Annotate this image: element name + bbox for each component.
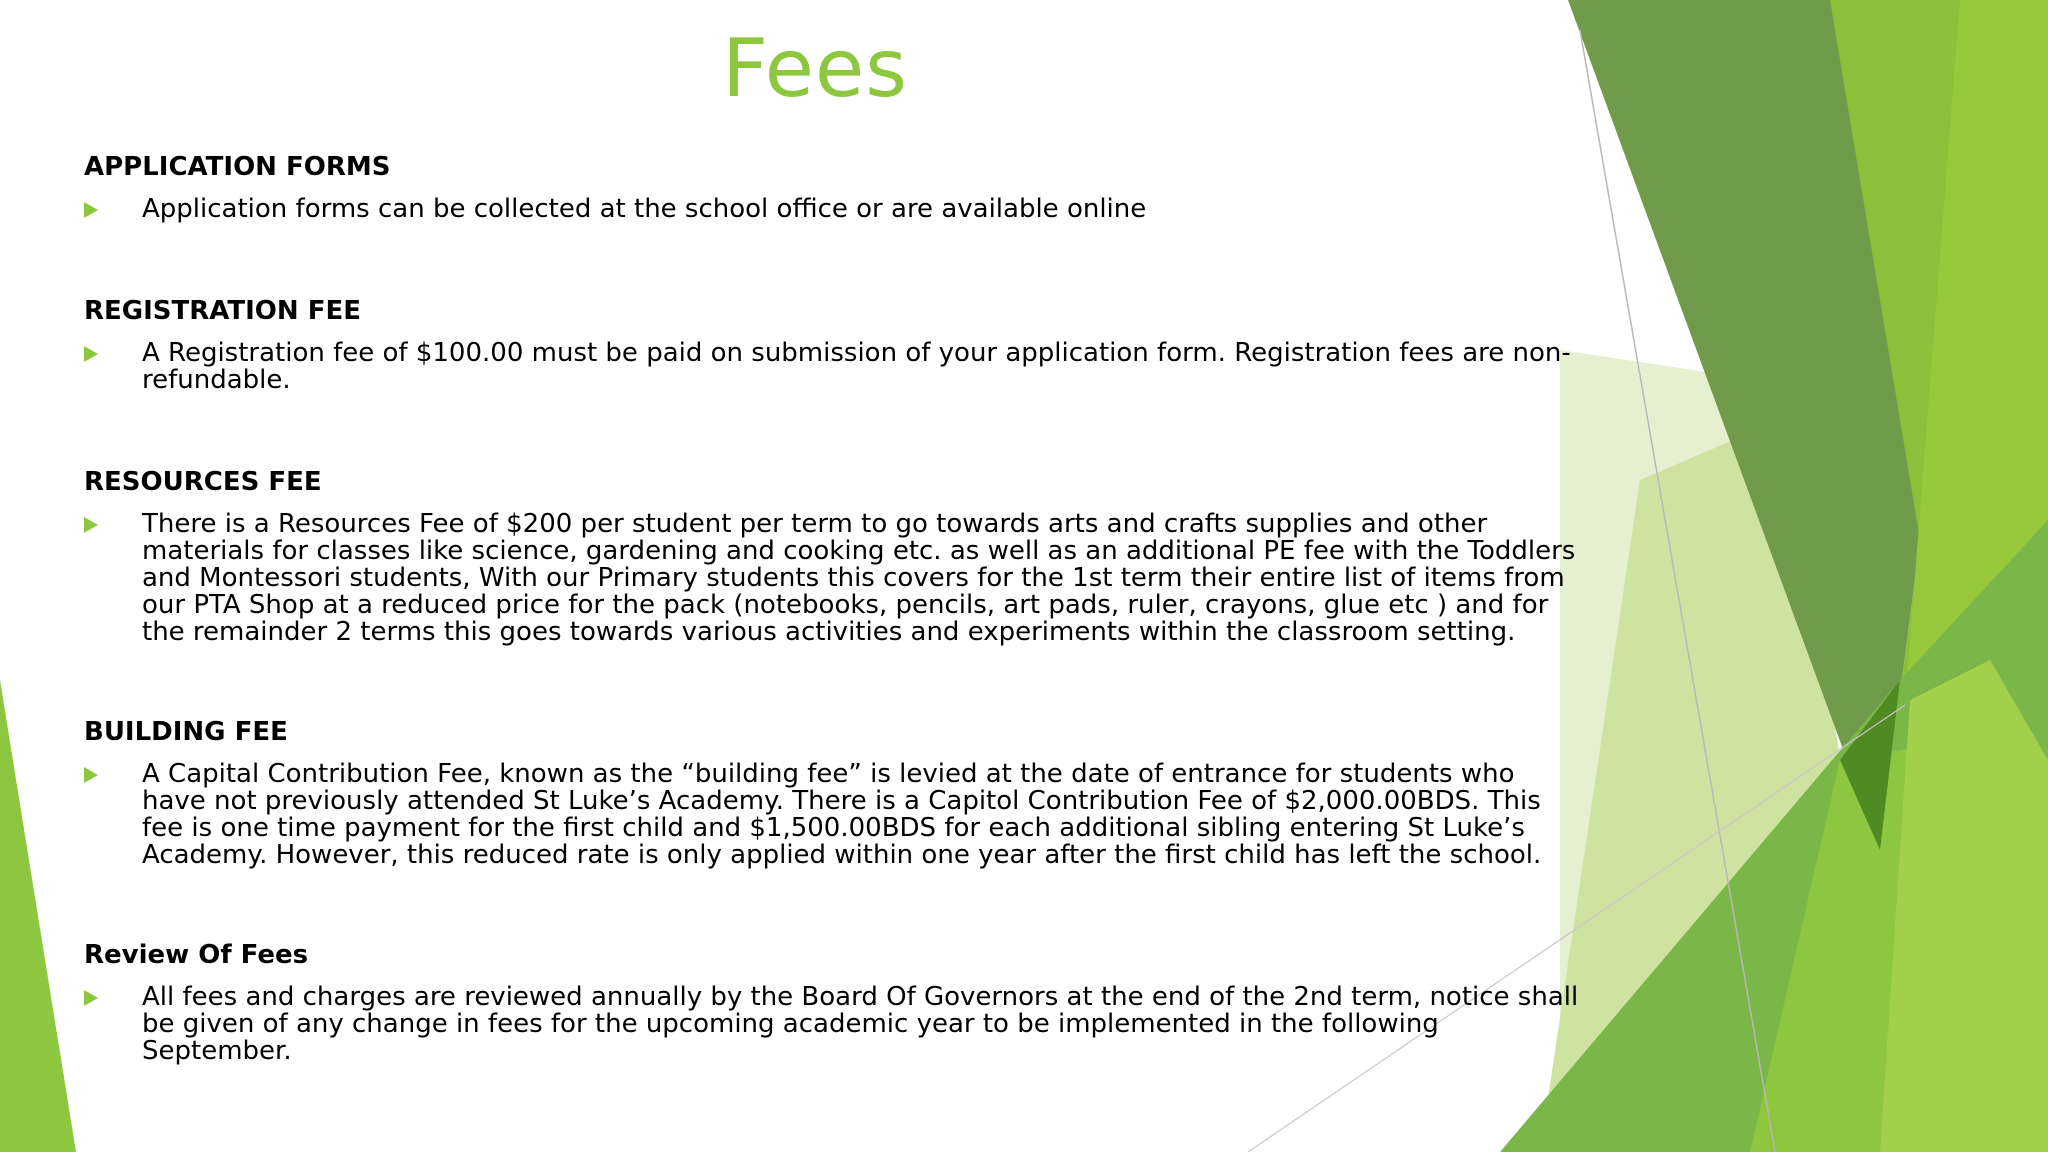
- section-heading: RESOURCES FEE: [84, 467, 322, 497]
- triangle-bullet-icon: [84, 761, 142, 869]
- section-registration-fee: [84, 294, 1584, 394]
- section-review-of-fees: [84, 938, 1584, 1065]
- bullet-text: There is a Resources Fee of $200 per student per term to go towards arts and crafts supplies and other materials for classes like science, gardening and cooking etc. as well as an additional PE fee with the Toddlers and Montessori students, With our Primary students this covers for the 1st term their entire list of items from our PTA Shop at a reduced price for the pack (notebooks, pencils, art pads, ruler, crayons, glue etc ) and for the remainder 2 terms this goes towards various activities and experiments within the classroom setting.: [142, 509, 1576, 647]
- bullet-item: [84, 196, 1584, 225]
- bullet-item: [84, 511, 1584, 646]
- section-building-fee: [84, 715, 1584, 869]
- bullet-text: A Capital Contribution Fee, known as the “building fee” is levied at the date of entrance for students who have not previously attended St Luke’s Academy. There is a Capitol Contribution Fee of $2,000.00BDS. This fee is one time payment for the first child and $1,500.00BDS for each additional sibling entering St Luke’s Academy. However, this reduced rate is only applied within one year after the first child has left the school.: [142, 759, 1542, 870]
- slide-title: Fees: [722, 22, 908, 115]
- bullet-item: [84, 340, 1584, 394]
- bullet-text: A Registration fee of $100.00 must be paid on submission of your application form. Registration fees are non-refundable.: [142, 338, 1571, 395]
- triangle-bullet-icon: [84, 511, 142, 646]
- section-resources-fee: [84, 465, 1584, 646]
- triangle-bullet-icon: [84, 340, 142, 394]
- triangle-bullet-icon: [84, 196, 142, 225]
- section-heading: REGISTRATION FEE: [84, 296, 361, 326]
- section-heading: BUILDING FEE: [84, 717, 288, 747]
- left-facet: [0, 680, 76, 1152]
- section-heading: Review Of Fees: [84, 940, 309, 970]
- bullet-item: [84, 761, 1584, 869]
- bullet-text: Application forms can be collected at the school office or are available online: [142, 194, 1147, 224]
- bullet-item: [84, 984, 1584, 1065]
- bullet-text: All fees and charges are reviewed annually by the Board Of Governors at the end of the 2nd term, notice shall be given of any change in fees for the upcoming academic year to be implemented in the following September.: [142, 982, 1579, 1066]
- section-heading: APPLICATION FORMS: [84, 152, 391, 182]
- section-application-forms: [84, 150, 1584, 225]
- triangle-bullet-icon: [84, 984, 142, 1065]
